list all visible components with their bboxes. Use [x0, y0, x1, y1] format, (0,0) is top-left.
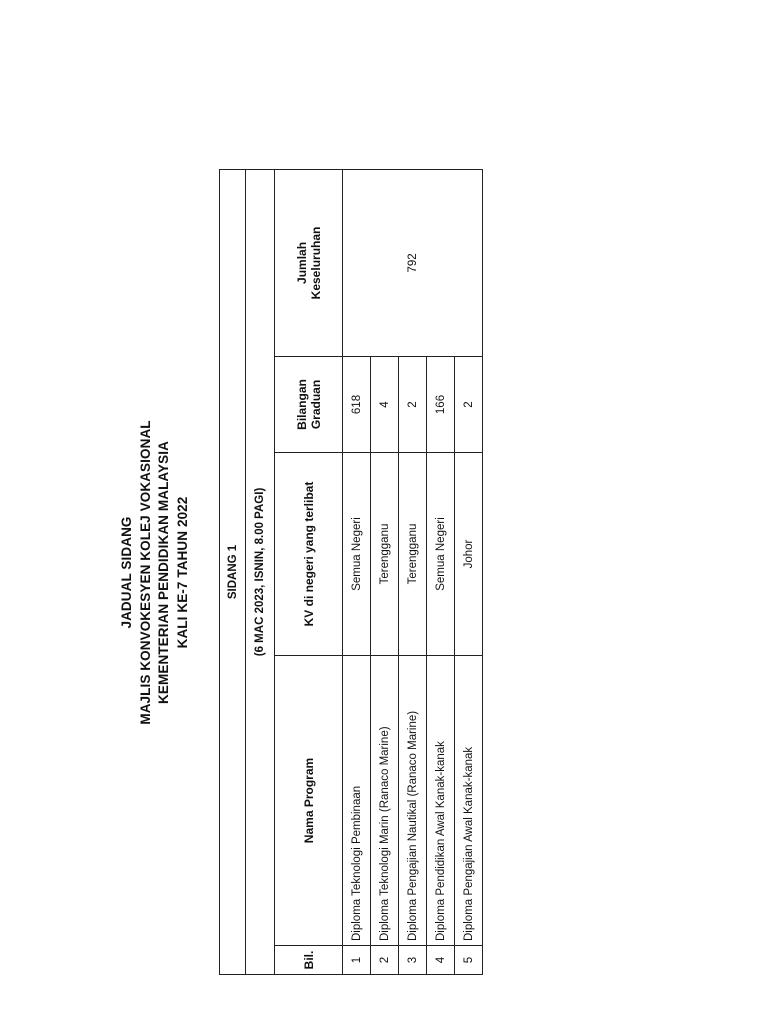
row-kv: Semua Negeri: [427, 453, 455, 656]
row-kv: Terengganu: [371, 453, 399, 656]
column-header-graduan-line-1: Bilangan: [294, 379, 309, 430]
heading-line-2: MAJLIS KONVOKESYEN KOLEJ VOKASIONAL: [137, 420, 153, 725]
row-bil: 1: [343, 946, 371, 975]
table-header-row: [275, 169, 343, 974]
heading-line-1: JADUAL SIDANG: [119, 516, 134, 629]
row-kv: Terengganu: [399, 453, 427, 656]
row-program: Diploma Pendidikan Awal Kanak-kanak: [427, 656, 455, 946]
session-date-row: [246, 169, 275, 974]
document-heading: [118, 170, 216, 975]
heading-line-3: KEMENTERIAN PENDIDIKAN MALAYSIA: [156, 441, 171, 704]
row-program: Diploma Teknologi Pembinaan: [343, 656, 371, 946]
column-header-jumlah-line-1: Jumlah: [294, 241, 309, 284]
session-title-row: [220, 169, 246, 974]
row-graduan: 4: [371, 357, 399, 453]
column-header-graduan-line-2: Graduan: [308, 379, 323, 430]
table-row: [343, 169, 371, 974]
row-graduan: 166: [427, 357, 455, 453]
row-program: Diploma Pengajian Nautikal (Ranaco Marine): [399, 656, 427, 946]
column-header-bil: Bil.: [275, 946, 343, 975]
row-bil: 2: [371, 946, 399, 975]
session-date: (6 MAC 2023, ISNIN, 8.00 PAGI): [246, 169, 275, 974]
row-graduan: 618: [343, 357, 371, 453]
row-graduan: 2: [399, 357, 427, 453]
column-header-graduan: [275, 357, 343, 453]
column-header-jumlah: [275, 169, 343, 356]
column-header-kv: KV di negeri yang terlibat: [275, 453, 343, 656]
row-kv: Semua Negeri: [343, 453, 371, 656]
column-header-jumlah-line-2: Keseluruhan: [308, 226, 323, 300]
column-header-program: Nama Program: [275, 656, 343, 946]
row-program: Diploma Pengajian Awal Kanak-kanak: [455, 656, 483, 946]
jumlah-keseluruhan: 792: [343, 169, 483, 356]
rotated-document-page: [118, 170, 475, 975]
schedule-table: [219, 169, 483, 975]
row-bil: 5: [455, 946, 483, 975]
row-bil: 3: [399, 946, 427, 975]
session-title: SIDANG 1: [220, 169, 246, 974]
row-graduan: 2: [455, 357, 483, 453]
heading-line-4: KALI KE-7 TAHUN 2022: [174, 496, 190, 649]
row-kv: Johor: [455, 453, 483, 656]
row-bil: 4: [427, 946, 455, 975]
row-program: Diploma Teknologi Marin (Ranaco Marine): [371, 656, 399, 946]
